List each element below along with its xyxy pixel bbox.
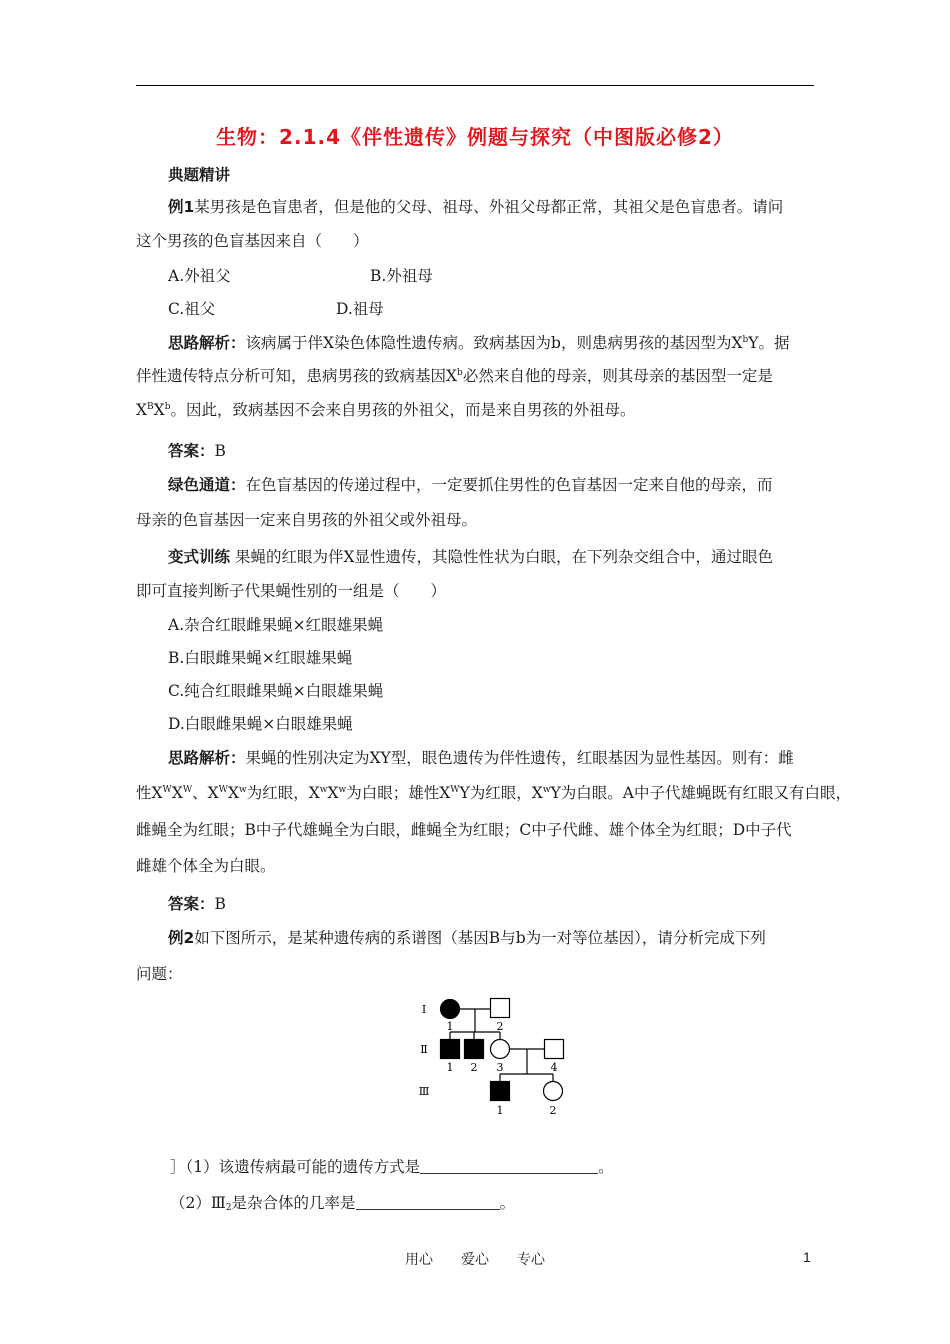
var-a2-t5: 为红眼，X — [246, 784, 320, 802]
var-a2-s3: W — [218, 785, 228, 795]
var-question-line2: 即可直接判断子代果蝇性别的一组是（ ） — [136, 582, 447, 600]
ex1-label: 例1 — [168, 198, 195, 216]
var-a2-t3: 、X — [192, 784, 219, 802]
var-a2-s5: w — [319, 785, 328, 795]
ex1-option-d: D.祖母 — [336, 300, 384, 318]
iii2-number: 2 — [549, 1104, 557, 1117]
footer-text-1: 用心 — [405, 1252, 433, 1268]
var-a2-t9: Y为白眼。A中子代雄蝇既有红眼又有白眼， — [550, 784, 851, 802]
i2-number: 2 — [496, 1020, 504, 1033]
var-a2-s2: W — [182, 785, 193, 795]
var-text1: 果蝇的红眼为伴X显性遗传，其隐性性状为白眼，在下列杂交组合中，通过眼色 — [230, 548, 773, 566]
ex1-a3-post: 。因此，致病基因不会来自男孩的外祖父，而是来自男孩的外祖母。 — [170, 401, 636, 419]
ex1-answer-label: 答案： — [168, 442, 215, 460]
var-a2-s1: W — [162, 785, 172, 795]
ex2-subquestion-2 — [170, 1193, 850, 1213]
var-a2-t2: X — [171, 784, 183, 802]
ex1-a1-sup: b — [742, 335, 749, 345]
ex2-q2-blank[interactable] — [356, 1195, 500, 1210]
var-a2-t7: 为白眼；雄性X — [346, 784, 451, 802]
var-answer-label: 答案： — [168, 895, 215, 913]
ex1-analysis-line1 — [168, 333, 848, 353]
ex1-green-text1: 在色盲基因的传递过程中，一定要抓住男性的色盲基因一定来自他的母亲，而 — [245, 476, 773, 494]
ex1-option-a: A.外祖父 — [168, 267, 231, 285]
ii2-affected-male — [465, 1040, 484, 1059]
var-a2-s4: w — [238, 785, 247, 795]
gen-i-label: Ⅰ — [421, 1003, 427, 1016]
var-option-c: C.纯合红眼雌果蝇×白眼雄果蝇 — [168, 682, 384, 700]
var-analysis-label: 思路解析： — [168, 749, 246, 767]
ii4-normal-male — [545, 1040, 564, 1059]
var-analysis-line4: 雌雄个体全为白眼。 — [136, 857, 276, 875]
var-option-a: A.杂合红眼雌果蝇×红眼雄果蝇 — [168, 616, 384, 634]
ex1-a1-pre: 该病属于伴X染色体隐性遗传病。致病基因为b，则患病男孩的基因型为X — [245, 334, 743, 352]
var-a1: 果蝇的性别决定为XY型，眼色遗传为伴性遗传，红眼基因为显性基因。则有：雌 — [245, 749, 794, 767]
ex1-green-line1 — [168, 475, 848, 495]
pedigree-diagram — [410, 990, 580, 1140]
var-answer-value: B — [214, 895, 226, 913]
ex1-a3-x1: X — [136, 401, 148, 419]
gen-ii-label: Ⅱ — [420, 1043, 428, 1056]
ex2-subquestion-1 — [170, 1157, 850, 1177]
ex2-q2-pre: （2）Ⅲ — [170, 1194, 226, 1212]
ex1-a2-post: 必然来自他的母亲，则其母亲的基因型一定是 — [462, 367, 773, 385]
var-a2-s7: W — [450, 785, 460, 795]
iii1-affected-male — [491, 1082, 510, 1101]
var-a2-t1: 性X — [136, 784, 163, 802]
ex2-question-line2: 问题： — [136, 965, 183, 983]
ex2-q2-end: 。 — [499, 1194, 516, 1212]
section-heading: 典题精讲 — [168, 166, 231, 184]
ii1-number: 1 — [446, 1061, 454, 1074]
ex1-a3-x2: X — [153, 401, 165, 419]
page-title: 生物：2.1.4《伴性遗传》例题与探究（中图版必修2） — [216, 125, 734, 149]
ex2-q1-end: 。 — [598, 1158, 614, 1176]
ex1-answer — [168, 441, 848, 461]
ex1-question-line2: 这个男孩的色盲基因来自（ ） — [136, 232, 369, 250]
i1-affected-female — [441, 1000, 460, 1019]
var-analysis-line1 — [168, 748, 848, 768]
gen-iii-label: Ⅲ — [418, 1085, 430, 1098]
var-a2-t6: X — [327, 784, 339, 802]
var-answer — [168, 894, 848, 914]
ex2-q1-blank[interactable] — [420, 1159, 598, 1174]
ii4-number: 4 — [550, 1061, 558, 1074]
var-a2-t4: X — [227, 784, 239, 802]
var-label: 变式训练 — [168, 548, 231, 566]
var-a2-s6: w — [338, 785, 347, 795]
ex1-green-label: 绿色通道： — [168, 476, 246, 494]
var-analysis-line3: 雌蝇全为红眼；B中子代雄蝇全为白眼，雌蝇全为红眼；C中子代雌、雄个体全为红眼；D中子代 — [136, 821, 792, 839]
i2-normal-male — [491, 999, 510, 1018]
ex1-analysis-label: 思路解析： — [168, 334, 246, 352]
ex1-answer-value: B — [214, 442, 226, 460]
ii3-number: 3 — [496, 1061, 504, 1074]
i1-number: 1 — [446, 1020, 454, 1033]
var-a2-s8: w — [542, 785, 551, 795]
ii1-affected-male — [441, 1040, 460, 1059]
ex1-analysis-line2 — [136, 366, 816, 386]
ex2-text1: 如下图所示，是某种遗传病的系谱图（基因B与b为一对等位基因），请分析完成下列 — [194, 929, 766, 947]
ex1-option-c: C.祖父 — [168, 300, 216, 318]
ii3-normal-female — [491, 1040, 510, 1059]
ex1-a2-sup: b — [457, 368, 463, 378]
ex2-q2-sub: 2 — [225, 1203, 232, 1213]
ex1-question-line1 — [168, 197, 848, 217]
iii2-normal-female — [544, 1082, 563, 1101]
var-option-d: D.白眼雌果蝇×白眼雄果蝇 — [168, 715, 353, 733]
ex2-q2-post: 是杂合体的几率是 — [231, 1194, 356, 1212]
footer-text-2: 爱心 — [461, 1252, 489, 1268]
header-rule — [136, 85, 814, 86]
ex2-question-line1 — [168, 928, 848, 948]
ex1-analysis-line3 — [136, 400, 816, 420]
ex1-option-b: B.外祖母 — [370, 267, 433, 285]
ex1-a3-s1: B — [147, 402, 154, 412]
var-a2-t8: Y为红眼，X — [459, 784, 543, 802]
ex2-label: 例2 — [168, 929, 195, 947]
ex1-text1: 某男孩是色盲患者，但是他的父母、祖母、外祖父母都正常，其祖父是色盲患者。请问 — [194, 198, 784, 216]
page-number: 1 — [803, 1249, 811, 1265]
var-analysis-line2 — [136, 783, 851, 803]
var-question-line1 — [168, 547, 848, 567]
var-option-b: B.白眼雌果蝇×红眼雄果蝇 — [168, 649, 353, 667]
footer-text-3: 专心 — [517, 1252, 545, 1268]
ex1-a3-s2: b — [164, 402, 171, 412]
ex1-a1-post: Y。据 — [748, 334, 790, 352]
ex2-q1-text: ］（1）该遗传病最可能的遗传方式是 — [170, 1158, 421, 1176]
ii2-number: 2 — [470, 1061, 478, 1074]
ex1-green-line2: 母亲的色盲基因一定来自男孩的外祖父或外祖母。 — [136, 511, 478, 529]
ex1-a2-pre: 伴性遗传特点分析可知，患病男孩的致病基因X — [136, 367, 458, 385]
iii1-number: 1 — [496, 1104, 504, 1117]
